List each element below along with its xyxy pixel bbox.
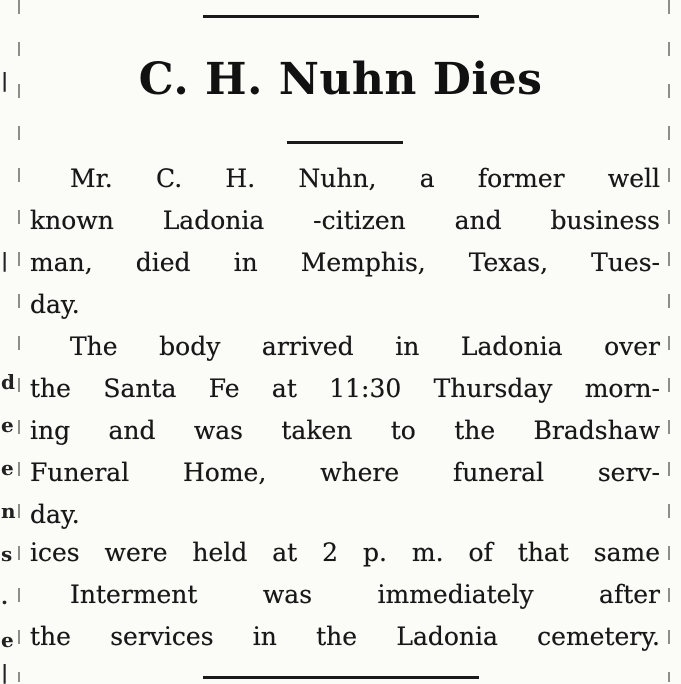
article-line: day.	[30, 290, 80, 319]
margin-fragment: e	[1, 413, 14, 437]
article-line: The body arrived in Ladonia over	[70, 332, 660, 361]
right-column-divider	[668, 0, 670, 682]
margin-fragment: |	[1, 660, 9, 684]
left-column-divider	[18, 0, 20, 682]
headline: C. H. Nuhn Dies	[138, 54, 543, 105]
margin-fragment: s	[1, 542, 13, 566]
article-line: ing and was taken to the Bradshaw	[30, 416, 660, 445]
article-line: known Ladonia -citizen and business	[30, 206, 660, 235]
left-column-fragments	[0, 0, 16, 684]
margin-fragment: .	[1, 585, 8, 609]
margin-fragment: e	[1, 628, 14, 652]
margin-fragment: e	[1, 456, 14, 480]
article-line: Interment was immediately after	[70, 580, 660, 609]
article-line: day.	[30, 500, 80, 529]
article-line: man, died in Memphis, Texas, Tues-	[30, 248, 660, 277]
margin-fragment: |	[1, 68, 9, 92]
article-line: ices were held at 2 p. m. of that same	[30, 538, 660, 567]
top-rule	[203, 15, 479, 18]
article-line: the services in the Ladonia cemetery.	[30, 622, 660, 651]
article-line: Funeral Home, where funeral serv-	[30, 458, 660, 487]
margin-fragment: |	[1, 248, 9, 272]
margin-fragment: n	[1, 499, 16, 523]
article-line: Mr. C. H. Nuhn, a former well	[70, 164, 660, 193]
headline-rule	[287, 141, 403, 144]
article-line: the Santa Fe at 11:30 Thursday morn-	[30, 374, 660, 403]
bottom-rule	[203, 676, 479, 679]
margin-fragment: d	[1, 370, 15, 394]
